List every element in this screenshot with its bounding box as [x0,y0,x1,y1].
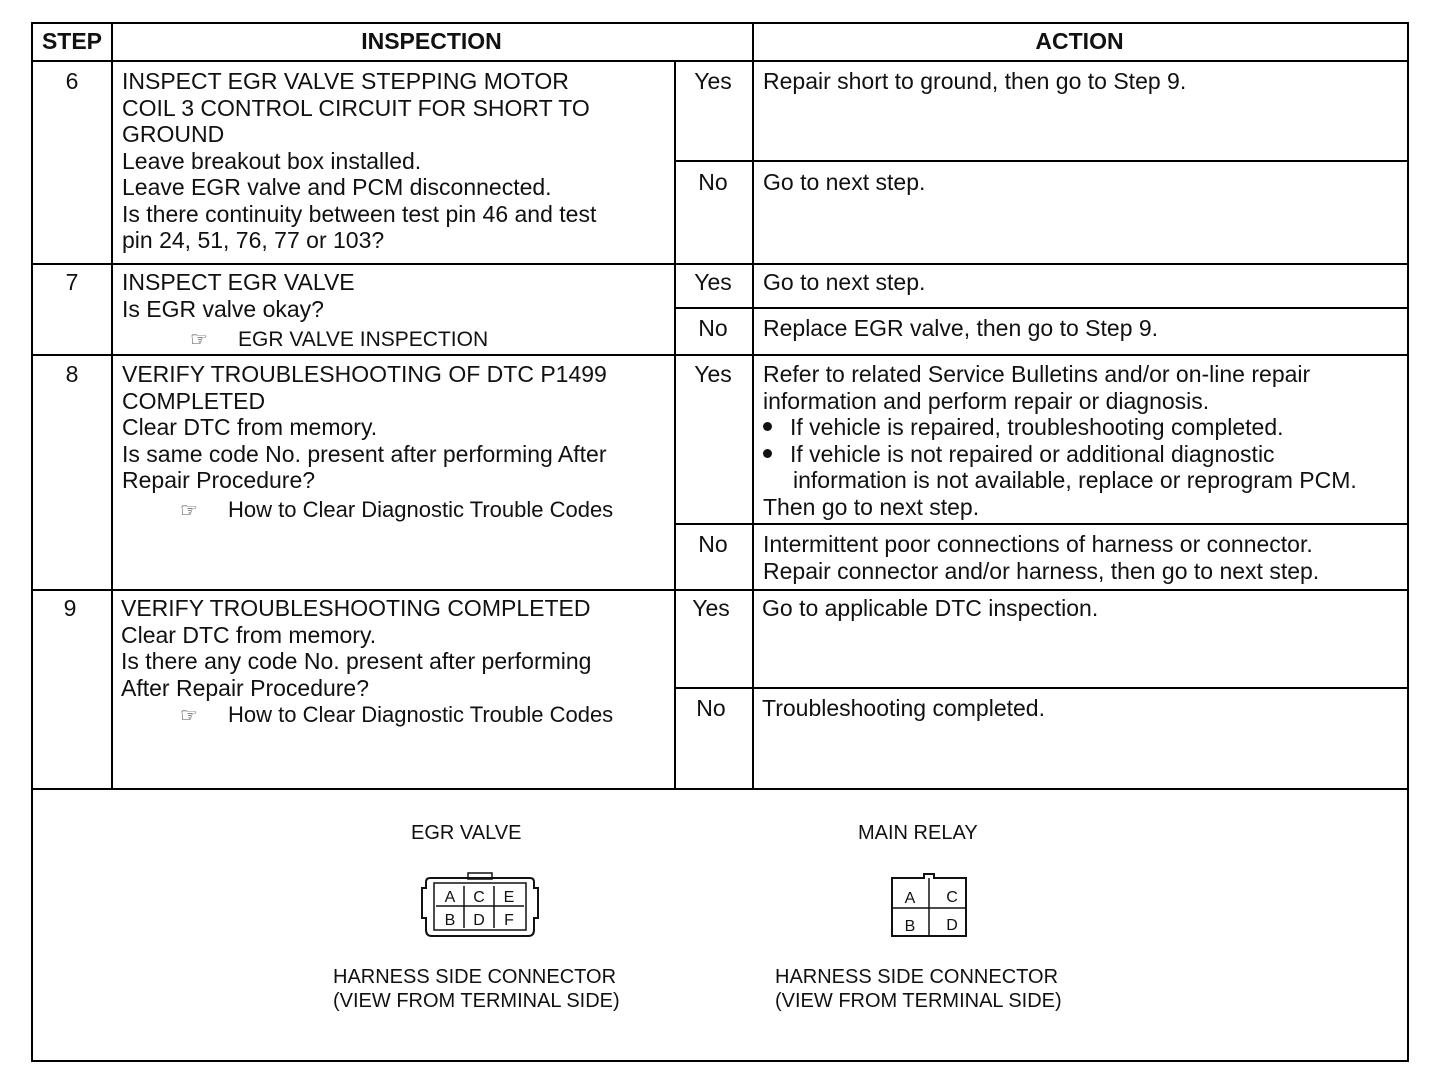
pointing-hand-icon: ☞ [180,500,198,522]
step-7-inspection-line: INSPECT EGR VALVE [122,269,355,295]
header-divider [33,60,1407,62]
action-column-divider [752,24,754,790]
step-8-bullet-item [763,441,1275,468]
step-8-bullet-text: If vehicle is not repaired or additional diagnostic [790,440,1275,467]
relay-terminal-d: D [946,917,958,934]
main-relay-connector-title: MAIN RELAY [858,822,978,844]
yes-no-divider-9 [674,687,1407,689]
step-9-no-label: No [696,695,726,721]
bullet-dot-icon [763,422,772,431]
egr-terminal-d: D [473,912,485,929]
egr-terminal-e: E [503,889,515,906]
step-8-no-action-line: Intermittent poor connections of harness or connector. [763,531,1313,557]
step-6-inspection-line: Leave EGR valve and PCM disconnected. [122,174,552,200]
pointing-hand-icon: ☞ [180,705,198,727]
row-divider-8-9 [33,589,1407,591]
step-8-yes-label: Yes [694,361,732,387]
step-6-inspection-line: Leave breakout box installed. [122,147,422,174]
step-6-yes-label: Yes [694,68,732,94]
relay-terminal-c: C [946,889,958,906]
row-divider-6-7 [33,263,1407,265]
main-relay-caption-line: HARNESS SIDE CONNECTOR [775,966,1059,988]
step-number: 7 [65,269,79,295]
egr-valve-connector-diagram [420,870,540,942]
step-8-inspection-line: VERIFY TROUBLESHOOTING OF DTC P1499 [122,361,607,387]
step-number: 9 [63,595,77,621]
relay-terminal-a: A [904,890,916,907]
step-7-no-label: No [698,315,728,341]
step-9-inspection-line: Clear DTC from memory. [121,621,377,648]
step-9-inspection-line: Is there any code No. present after performing [121,648,592,674]
step-7-inspection-line: Is EGR valve okay? [122,295,324,322]
step-9-reference-text: How to Clear Diagnostic Trouble Codes [228,702,614,727]
step-6-no-label: No [698,169,728,195]
step-8-bullet-item [763,414,1284,441]
header-action: ACTION [1035,28,1124,54]
step-8-inspection-line: Clear DTC from memory. [122,414,378,440]
step-8-no-action-line: Repair connector and/or harness, then go to next step. [763,557,1320,584]
egr-terminal-c: C [473,889,485,906]
yes-no-divider-6 [674,160,1407,162]
step-number: 8 [65,361,79,387]
bullet-dot-icon [763,449,772,458]
step-6-inspection-line: GROUND [122,121,225,147]
step-8-bullet-continuation: information is not available, replace or reprogram PCM. [793,467,1357,493]
step-6-no-action: Go to next step. [763,169,926,195]
row-divider-7-8 [33,354,1407,356]
step-6-yes-action: Repair short to ground, then go to Step 9. [763,68,1187,94]
step-7-reference [190,326,488,352]
step-9-yes-label: Yes [692,595,730,621]
egr-valve-caption-line: (VIEW FROM TERMINAL SIDE) [333,990,620,1012]
main-relay-connector-diagram [888,870,972,940]
step-8-inspection-line: COMPLETED [122,387,266,414]
step-8-bullet-text: If vehicle is repaired, troubleshooting completed. [790,414,1284,440]
egr-valve-caption-line: HARNESS SIDE CONNECTOR [333,966,617,988]
step-9-no-action: Troubleshooting completed. [762,695,1045,721]
table-bottom-divider [33,788,1407,790]
step-6-inspection-line: pin 24, 51, 76, 77 or 103? [122,227,385,253]
step-9-inspection-line: VERIFY TROUBLESHOOTING COMPLETED [121,595,591,621]
step-number: 6 [65,68,79,94]
step-6-inspection-line: INSPECT EGR VALVE STEPPING MOTOR [122,68,569,94]
step-8-yes-after: Then go to next step. [763,493,980,520]
step-8-reference [180,497,613,523]
yes-no-divider-8 [674,523,1407,525]
step-8-no-label: No [698,531,728,557]
step-9-reference [180,702,613,728]
pointing-hand-icon: ☞ [190,329,208,351]
main-relay-caption-line: (VIEW FROM TERMINAL SIDE) [775,990,1062,1012]
egr-terminal-a: A [444,889,456,906]
step-8-inspection-line: Is same code No. present after performing After [122,440,607,467]
step-7-yes-action: Go to next step. [763,269,926,295]
yes-no-divider-7 [674,307,1407,309]
header-step: STEP [41,28,103,54]
step-6-inspection-line: Is there continuity between test pin 46 and test [122,200,597,227]
step-column-divider [111,24,113,790]
step-7-reference-text: EGR VALVE INSPECTION [238,328,489,351]
step-7-yes-label: Yes [694,269,732,295]
step-8-inspection-line: Repair Procedure? [122,467,316,493]
step-6-inspection-line: COIL 3 CONTROL CIRCUIT FOR SHORT TO [122,94,590,121]
step-9-yes-action: Go to applicable DTC inspection. [762,595,1099,621]
egr-terminal-f: F [504,912,514,929]
step-8-yes-action-line: information and perform repair or diagnosis. [763,387,1210,414]
step-8-reference-text: How to Clear Diagnostic Trouble Codes [228,497,614,522]
step-7-no-action: Replace EGR valve, then go to Step 9. [763,315,1159,341]
step-9-inspection-line: After Repair Procedure? [121,674,370,701]
step-8-yes-action-line: Refer to related Service Bulletins and/or on-line repair [763,361,1311,387]
egr-valve-connector-title: EGR VALVE [411,822,522,844]
egr-terminal-b: B [444,912,456,929]
header-inspection: INSPECTION [361,28,502,54]
relay-terminal-b: B [904,918,916,935]
